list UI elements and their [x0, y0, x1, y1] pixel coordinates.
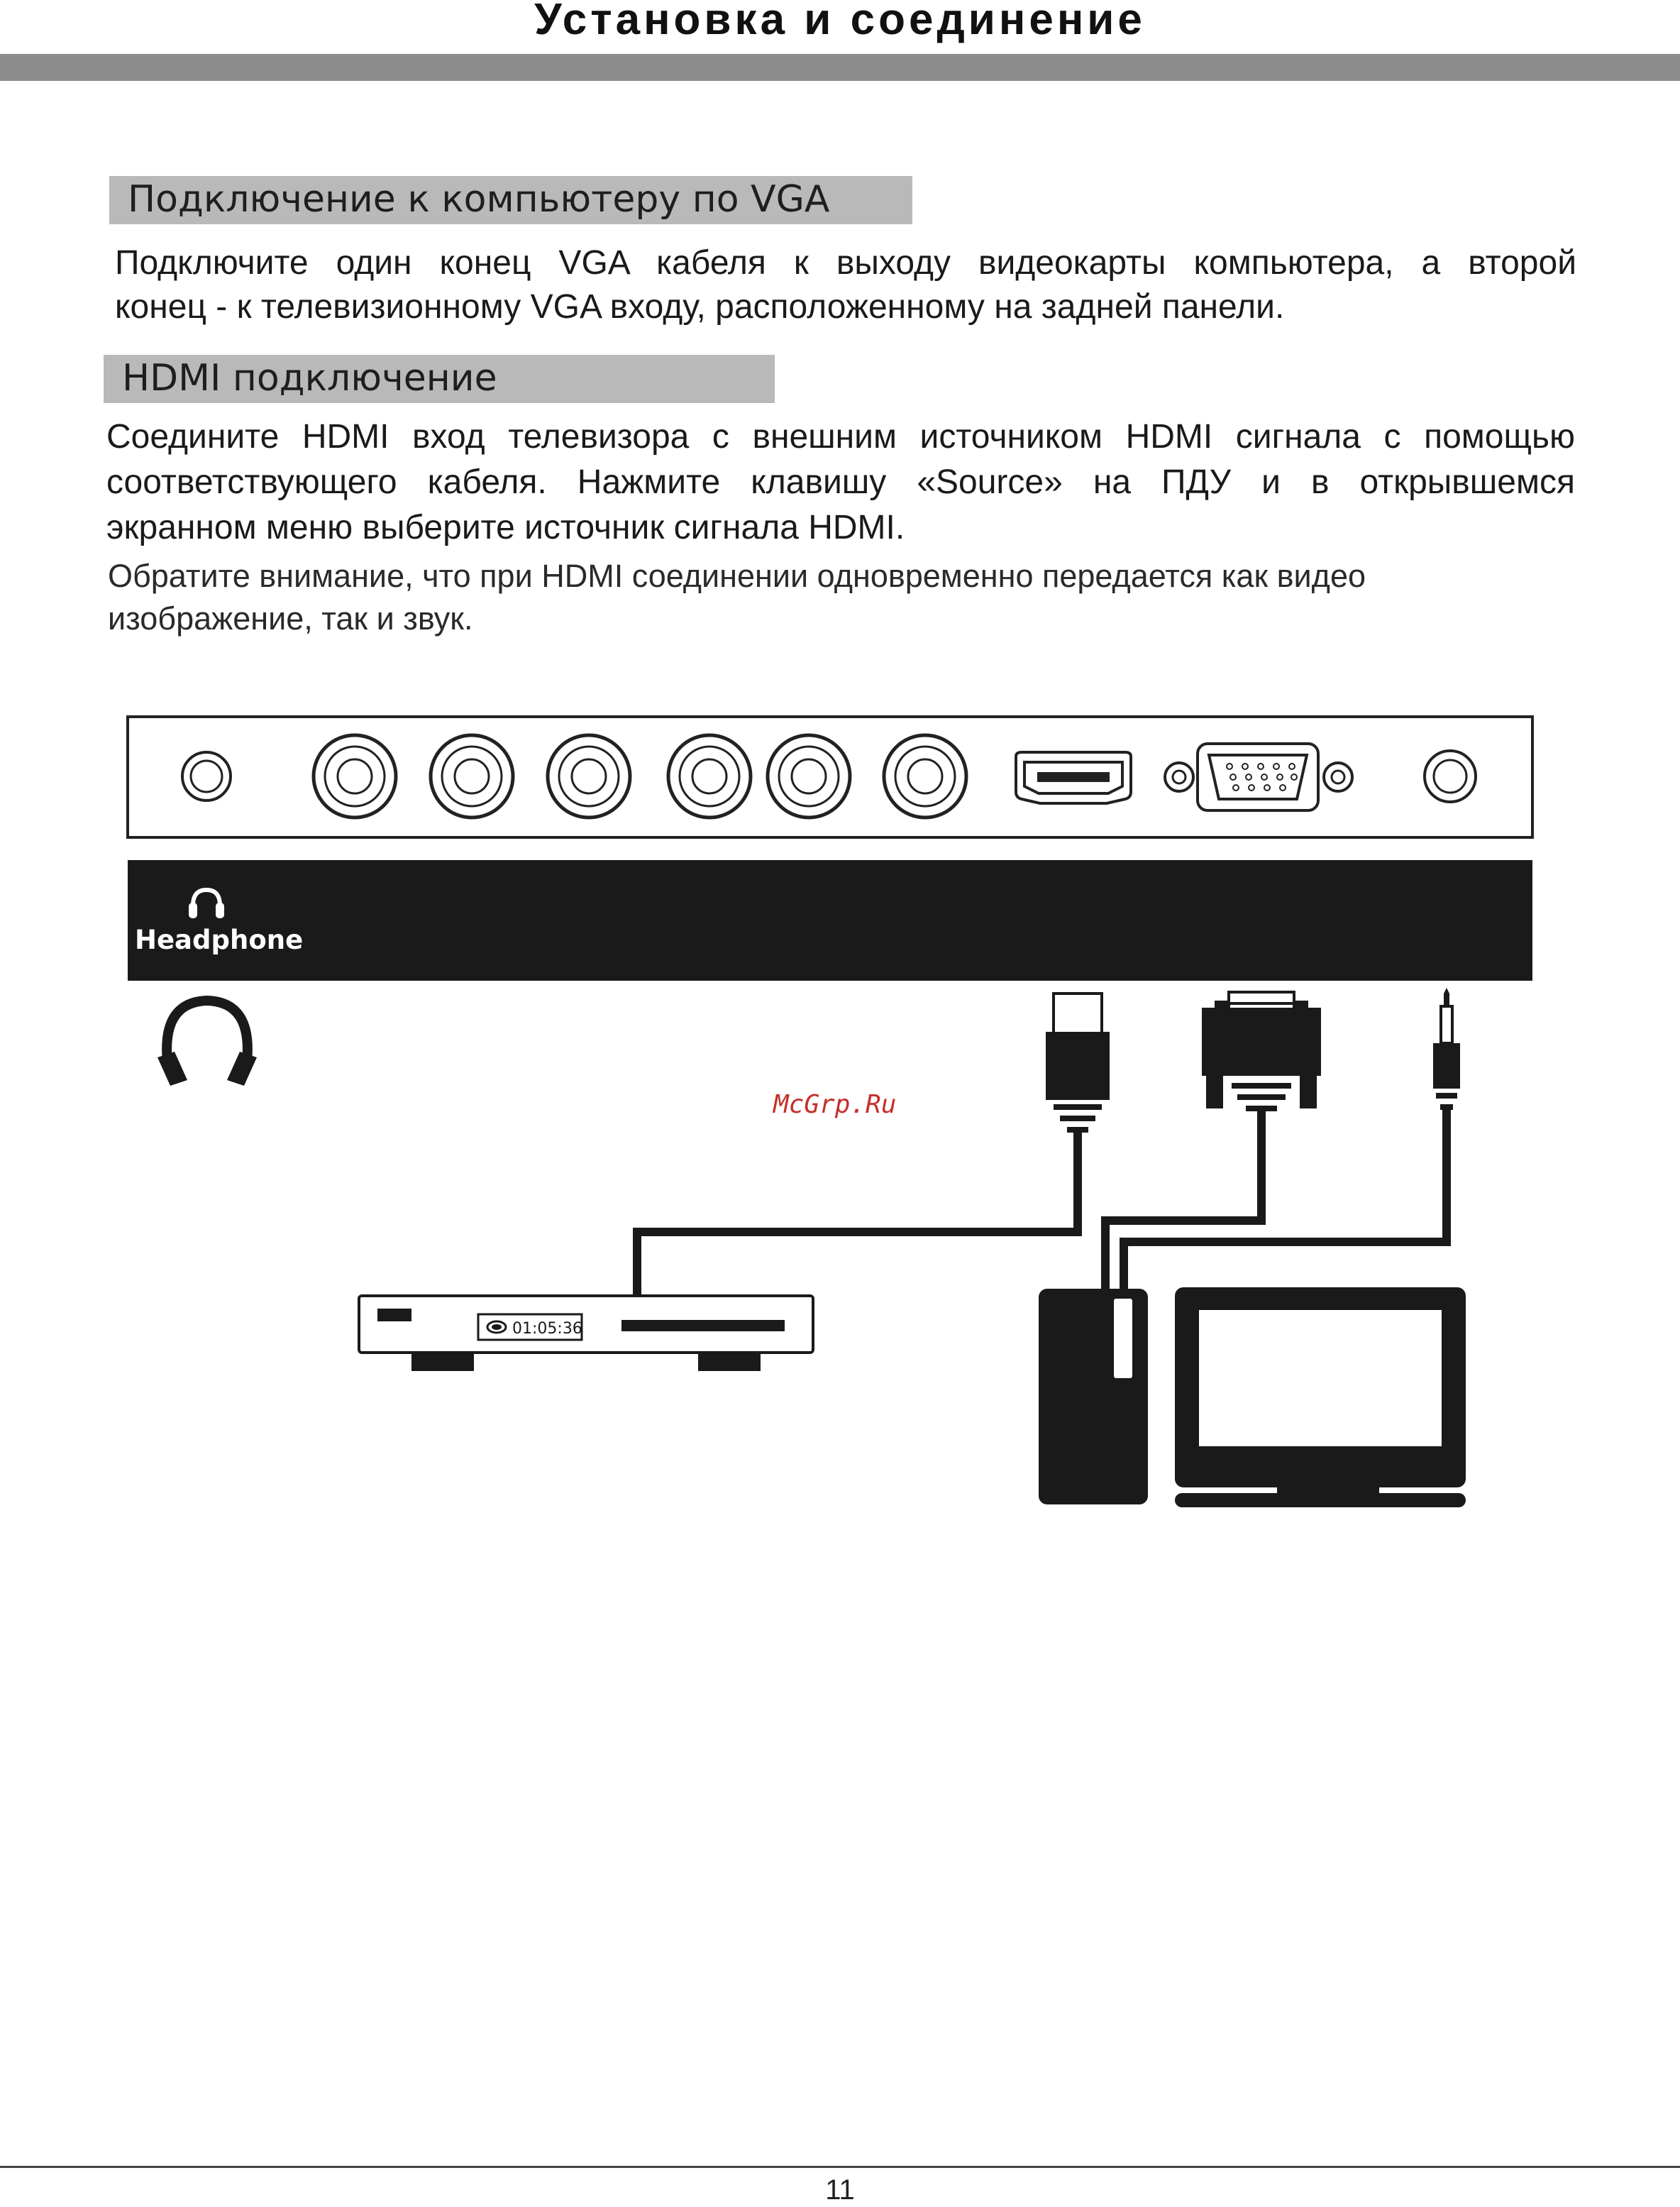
vga-paragraph — [115, 241, 1576, 329]
vga-section-heading: Подключение к компьютеру по VGA — [109, 176, 912, 224]
audio-cable — [1124, 1110, 1447, 1292]
headphones-icon — [158, 1001, 257, 1086]
label-strip — [128, 860, 1532, 981]
rca-jack — [768, 735, 850, 818]
footer-rule — [0, 2166, 1680, 2168]
cables — [637, 1110, 1447, 1299]
connection-diagram — [0, 703, 1680, 1526]
hdmi-paragraph — [106, 414, 1575, 551]
hdmi-note — [108, 555, 1598, 640]
rca-jack — [884, 735, 966, 818]
audio-plug — [1433, 988, 1460, 1110]
rca-jack — [668, 735, 751, 818]
hdmi-paragraph-line: экранном меню выберите источник сигнала HDMI. — [106, 509, 905, 546]
page-number: 11 — [825, 2174, 855, 2206]
hdmi-paragraph-line: Соедините HDMI вход телевизора с внешним источником HDMI сигнала с помощью — [106, 418, 1575, 456]
hdmi-paragraph-line: соответствующего кабеля. Нажмите клавишу «Source» на ПДУ и в открывшемся — [106, 463, 1575, 501]
hdmi-note-line: изображение, так и звук. — [108, 600, 473, 637]
headphone-label: Headphone — [135, 925, 304, 955]
page-title: Установка и соединение — [534, 0, 1146, 44]
hdmi-cable — [637, 1133, 1078, 1299]
monitor — [1175, 1287, 1466, 1507]
rca-jack — [314, 735, 396, 818]
vga-plug — [1202, 992, 1321, 1111]
watermark: McGrp.Ru — [773, 1090, 897, 1119]
vga-paragraph-line: Подключите один конец VGA кабеля к выходу видеокарты компьютера, а второй — [115, 244, 1576, 282]
media-player — [359, 1296, 813, 1371]
vga-cable — [1105, 1111, 1261, 1292]
vga-paragraph-line: конец - к телевизионному VGA входу, расположенному на задней панели. — [115, 288, 1285, 326]
pc-tower — [1039, 1289, 1148, 1504]
hdmi-port — [1016, 752, 1131, 803]
rca-jack — [431, 735, 513, 818]
hdmi-plug — [1046, 994, 1110, 1133]
hdmi-section-heading: HDMI подключение — [104, 355, 775, 403]
player-display-time: 01:05:36 — [512, 1320, 582, 1338]
hdmi-note-line: Обратите внимание, что при HDMI соединении одновременно передается как видео — [108, 558, 1366, 594]
pc-audio-jack — [1425, 751, 1476, 802]
title-bar — [0, 54, 1680, 81]
rca-jack — [548, 735, 630, 818]
headphone-jack — [182, 752, 231, 800]
